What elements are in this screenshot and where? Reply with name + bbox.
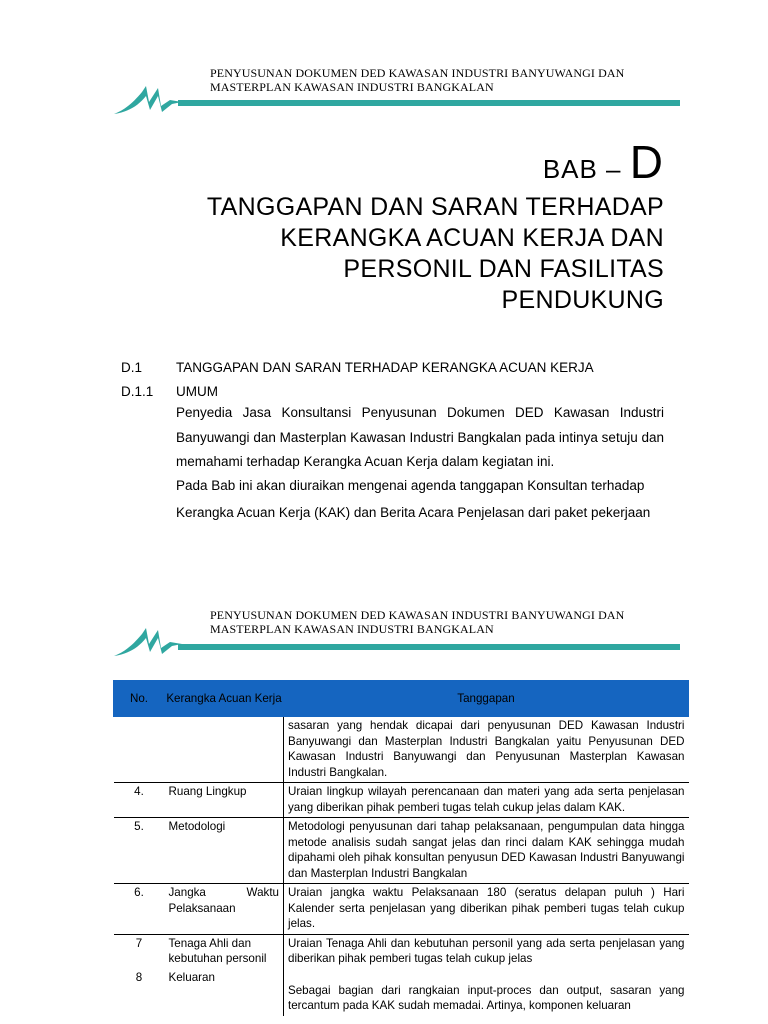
document-page-2 [0,590,768,1024]
row-tanggapan: Sebagai bagian dari rangkaian input-proces dan output, sasaran yang tercantum pada KAK sudah memadai. Artinya, komponen keluaran [288,983,685,1012]
table-row [114,934,689,969]
row-number: 7 [114,934,165,969]
chapter-letter: D [629,136,664,188]
row-number [114,717,165,783]
row-kak-item: Ruang Lingkup [165,783,284,818]
section-number: D.1.1 [121,384,154,399]
header-rule [178,644,680,650]
header-line-1: PENYUSUNAN DOKUMEN DED KAWASAN INDUSTRI BANYUWANGI DAN [210,608,625,622]
chapter-title-line: PENDUKUNG [501,286,664,314]
row-number: 8 [135,970,143,984]
header-line-2: MASTERPLAN KAWASAN INDUSTRI BANGKALAN [210,80,494,94]
table-header-row [114,681,689,717]
section-number: D.1 [121,360,143,375]
table-row [114,818,689,884]
header-line-1: PENYUSUNAN DOKUMEN DED KAWASAN INDUSTRI BANYUWANGI DAN [210,66,625,80]
row-number: 4. [114,783,165,818]
body-paragraph: Penyedia Jasa Konsultansi Penyusunan Dokumen DED Kawasan Industri Banyuwangi dan Masterplan Kawasan Industri Bangkalan pada intinya setuju dan memahami terhadap Kerangka Acuan Kerja dalam kegiatan ini. [176,405,664,469]
running-header [210,66,624,94]
chapter-label [543,138,664,193]
row-kak-item: Tenaga Ahli dan kebutuhan personil [165,934,284,969]
section-title: TANGGAPAN DAN SARAN TERHADAP KERANGKA ACUAN KERJA [176,360,594,375]
wave-logo-icon [112,622,192,662]
row-kak-item: Jangka Waktu Pelaksanaan [165,884,284,935]
section-title: UMUM [176,384,218,399]
kak-response-table [113,680,689,1016]
column-header-kak: Kerangka Acuan Kerja [165,681,284,717]
running-header [210,608,624,636]
row-kak-item: Keluaran [165,969,284,1016]
header-line-2: MASTERPLAN KAWASAN INDUSTRI BANGKALAN [210,622,494,636]
table-row [114,783,689,818]
cut-off-text-line: Kerangka Acuan Kerja (KAK) dan Berita Acara Penjelasan dari paket pekerjaan [176,505,651,520]
chapter-title-line: KERANGKA ACUAN KERJA DAN [280,224,664,252]
row-kak-item: Metodologi [165,818,284,884]
column-header-no: No. [114,681,165,717]
row-tanggapan: Metodologi penyusunan dari tahap pelaksanaan, pengumpulan data hingga metode analisis sudah sangat jelas dan rinci dalam KAK sehingga mudah dipahami oleh pihak konsultan penyusun DED Kawasan Industri Banyuwangi dan Masterplan Industri Bangkalan [284,818,689,884]
table-row [114,717,689,783]
body-paragraph: Pada Bab ini akan diuraikan mengenai agenda tanggapan Konsultan terhadap [176,478,645,493]
row-number: 5. [114,818,165,884]
chapter-title-line: TANGGAPAN DAN SARAN TERHADAP [206,193,664,221]
chapter-title-line: PERSONIL DAN FASILITAS [343,255,664,283]
chapter-prefix: BAB – [542,154,622,184]
row-number: 6. [114,884,165,935]
column-header-tanggapan: Tanggapan [284,681,689,717]
row-tanggapan: sasaran yang hendak dicapai dari penyusunan DED Kawasan Industri Banyuwangi dan Masterplan Industri Bangkalan yaitu Penyusunan DED Kawasan Industri Banyuwangi dan Penyusunan Masterplan Kawasan Industri Bangkalan. [288,719,685,779]
header-rule [178,100,680,106]
table-row [114,884,689,935]
row-kak-item [165,717,284,783]
chapter-title [104,192,664,316]
row-tanggapan: Uraian lingkup wilayah perencanaan dan materi yang ada serta penjelasan yang diberikan pihak pemberi tugas telah cukup jelas dalam KAK. [284,783,689,818]
row-tanggapan: Uraian Tenaga Ahli dan kebutuhan personil yang ada serta penjelasan yang diberikan pihak pemberi tugas telah cukup jelas [284,934,689,969]
row-tanggapan: Uraian jangka waktu Pelaksanaan 180 (seratus delapan puluh ) Hari Kalender serta penjelasan yang diberikan pihak pemberi tugas telah cukup jelas. [284,884,689,935]
table-row [114,969,689,1016]
